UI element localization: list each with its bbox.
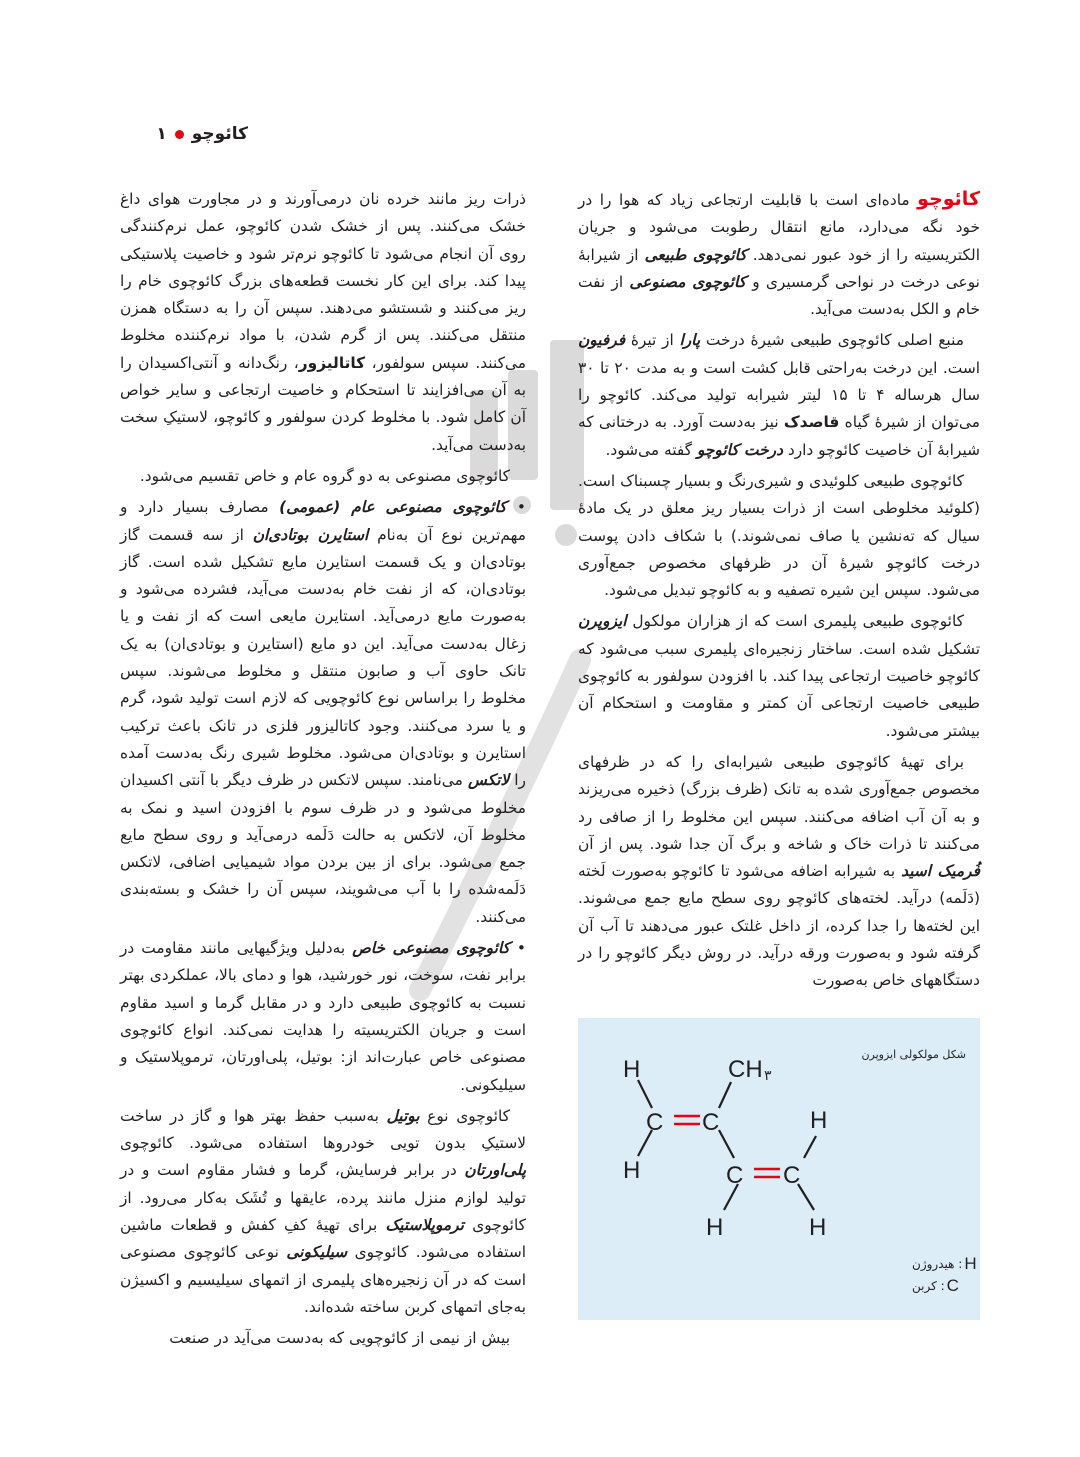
paragraph bbox=[578, 186, 980, 323]
paragraph: کائوچوی طبیعی کلوئیدی و شیری‌رنگ و بسیار چسبناک است. (کلوئید مخلوطی است از ذرات بسیار ریز معلق در یک مادهٔ سیال که ته‌نشین یا صاف نمی‌شوند.) با شکاف دادن پوست درخت کائوچو شیرهٔ آن در ظرفهای مخصوص جمع‌آوری می‌شود. سپس این شیره تصفیه و به کائوچو تبدیل می‌شود. bbox=[578, 471, 980, 600]
text: برای تهیهٔ کفِ کفش و قطعات ماشین استفاده می‌شود. کائوچوی bbox=[120, 1215, 526, 1262]
keyword: کائوچوی مصنوعی عام (عمومی) bbox=[279, 498, 507, 517]
legend-item-hydrogen bbox=[912, 1254, 977, 1274]
legend-symbol: H bbox=[964, 1254, 977, 1273]
text: به‌دلیل ویژگیهایی مانند مقاومت در برابر نفت، سوخت، نور خورشید، هوا و دمای بالا، عملکردی بهتر نسبت به کائوچوی طبیعی دارد و در مقابل گرما و اسید مقاوم است و جریان الکتریسیته را هدایت نمی‌کند. انواع کائوچوی مصنوعی خاص عبارت‌اند از: بوتیل، پلی‌اورتان، ترموپلاستیک و سیلیکونی. bbox=[120, 939, 526, 1094]
text: از نفت خام و الکل به‌دست می‌آید. bbox=[578, 272, 980, 319]
bond-single bbox=[719, 1130, 734, 1158]
atom-h: H bbox=[706, 1214, 724, 1241]
keyword: فُرمیک اسید bbox=[901, 862, 980, 881]
page-header bbox=[118, 122, 248, 146]
paragraph bbox=[120, 1103, 526, 1321]
atom-h: H bbox=[810, 1107, 828, 1134]
paragraph: • کائوچوی مصنوعی عام (عمومی) مصارف بسیار دارد و مهم‌ترین نوع آن به‌نام استایرن بوتادی‌ان از سه قسمت گاز بوتادی‌ان و یک قسمت استایرن مایع تشکیل شده است. گاز بوتادی‌ان، که از نفت خام به‌دست می‌آید، فشرده می‌شود و به‌صورت مایع درمی‌آید. استایرن مایعی است که از نفت و یا زغال به‌دست می‌آید. این دو مایع (استایرن و بوتادی‌ان) به یک تانک حاوی آب و صابون منتقل و مخلوط می‌شوند. سپس مخلوط را براساس نوع کائوچویی که لازم است تولید شود، گرم و یا سرد می‌کنند. وجود کاتالیزور فلزی در تانک باعث ترکیب استایرن و بوتادی‌ان می‌شود. مخلوط شیری رنگ به‌دست آمده را لاتکس می‌نامند. سپس لاتکس در ظرف دیگر با آنتی اکسیدان مخلوط می‌شود و در ظرف سوم با افزودن اسید و نمک به مخلوط آن، لاتکس به حالت دَلَمه درمی‌آید و روی سطح مایع جمع می‌شود. برای از بین بردن مواد شیمیایی اضافی، لاتکس دَلَمه‌شده را با آب می‌شویند، سپس آن را خشک و بسته‌بندی می‌کنند. bbox=[120, 498, 526, 926]
keyword: کائوچوی مصنوعی خاص bbox=[352, 939, 510, 958]
text: کائوچوی نوع bbox=[427, 1106, 510, 1125]
keyword: قاصدک bbox=[783, 413, 840, 432]
chapter-title: کائوچو bbox=[191, 124, 248, 144]
text: کائوچوی طبیعی پلیمری است که از هزاران مولکول bbox=[632, 612, 964, 631]
right-column bbox=[578, 186, 980, 999]
text: می‌نامند. سپس لاتکس در ظرف دیگر با آنتی اکسیدان مخلوط می‌شود و در ظرف سوم با افزودن اسید و نمک به مخلوط آن، لاتکس به حالت دَلَمه درمی‌آید و روی سطح مایع جمع می‌شود. برای از بین بردن مواد شیمیایی اضافی، لاتکس دَلَمه‌شده را با آب می‌شویند، سپس آن را خشک و بسته‌بندی می‌کنند. bbox=[120, 771, 526, 926]
bond-single bbox=[638, 1080, 652, 1108]
atom-c: C bbox=[726, 1162, 744, 1189]
keyword: پلی‌اورتان bbox=[464, 1161, 526, 1180]
paragraph: کائوچوی مصنوعی به دو گروه عام و خاص تقسیم می‌شود. bbox=[139, 466, 510, 485]
bond-single bbox=[719, 1082, 731, 1108]
atom-c: C bbox=[702, 1109, 720, 1136]
keyword: سیلیکونی bbox=[286, 1243, 348, 1262]
keyword: کاتالیزور bbox=[298, 353, 366, 372]
paragraph: • کائوچوی مصنوعی خاص به‌دلیل ویژگیهایی مانند مقاومت در برابر نفت، سوخت، نور خورشید، هوا و دمای بالا، عملکردی بهتر نسبت به کائوچوی طبیعی دارد و در مقابل گرما و اسید مقاوم است و جریان الکتریسیته را هدایت نمی‌کند. انواع کائوچوی مصنوعی خاص عبارت‌اند از: بوتیل، پلی‌اورتان، ترموپلاستیک و سیلیکونی. bbox=[120, 939, 526, 1094]
keyword: استایرن بوتادی‌ان bbox=[252, 525, 369, 544]
keyword: کائوچوی طبیعی bbox=[644, 245, 747, 264]
page-number: ۱ bbox=[156, 124, 167, 144]
isoprene-figure bbox=[578, 1018, 980, 1320]
entry-term: کائوچو bbox=[917, 188, 980, 210]
paragraph: بیش از نیمی از کائوچویی که به‌دست می‌آید در صنعت bbox=[169, 1329, 510, 1348]
paragraph bbox=[578, 608, 980, 744]
text: مصارف بسیار دارد و مهم‌ترین نوع آن به‌نام bbox=[120, 498, 526, 544]
text: از سه قسمت گاز بوتادی‌ان و یک قسمت استایرن مایع تشکیل شده است. گاز بوتادی‌ان، که از نفت خام به‌دست می‌آید، فشرده می‌شود و به‌صورت مایع درمی‌آید. استایرن مایعی است که از نفت و یا زغال به‌دست می‌آید. این دو مایع (استایرن و بوتادی‌ان) به یک تانک حاوی آب و صابون منتقل و مخلوط می‌شوند. سپس مخلوط را براساس نوع کائوچویی که لازم است تولید شود، گرم و یا سرد می‌کنند. وجود کاتالیزور فلزی در تانک باعث ترکیب استایرن و بوتادی‌ان می‌شود. مخلوط شیری رنگ به‌دست آمده را bbox=[120, 525, 526, 790]
figure-caption: شکل مولکولی ایزوپرن bbox=[861, 1048, 966, 1061]
left-column bbox=[120, 186, 526, 1356]
text: به‌سبب حفظ بهتر هوا و گاز در ساخت لاستیکِ بدون تویی خودروها استفاده می‌شود. کائوچوی bbox=[120, 1106, 526, 1153]
keyword: پارا bbox=[679, 331, 701, 350]
header-dot bbox=[175, 130, 184, 139]
atom-c: C bbox=[783, 1162, 801, 1189]
paragraph bbox=[578, 327, 980, 463]
atom-c: C bbox=[646, 1109, 664, 1136]
paragraph bbox=[120, 186, 526, 459]
text: به شیرابه اضافه می‌شود تا کائوچو به‌صورت لَخته (دَلَمه) درآید. لخته‌های کائوچو روی سطح مایع جمع می‌شوند. این لخته‌ها را جدا کرده، از داخل غلتک عبور می‌دهند تا آب آن گرفته شود و به‌صورت ورقه درآید. در روش دیگر کائوچو را در دستگاههای خاص به‌صورت bbox=[578, 862, 980, 990]
legend-item-carbon bbox=[912, 1276, 959, 1296]
atom-h: H bbox=[809, 1214, 827, 1241]
text: از تیرهٔ bbox=[630, 331, 674, 350]
text: برای تهیهٔ کائوچوی طبیعی شیرابه‌ای را که در ظرفهای مخصوص جمع‌آوری شده به تانک (ظرف بزرگ) ذخیره می‌ریزند و به آن آب اضافه می‌کنند. سپس این مخلوط را از صافی رد می‌کنند تا ذرات خاک و شاخه و برگ آن جدا شود. پس از آن bbox=[578, 752, 980, 853]
text: ، رنگ‌دانه و آنتی‌اکسیدان را به آن می‌افزایند تا استحکام و خاصیت ارتجاعی و سایر خواص آن کامل شود. با مخلوط کردن سولفور و کائوچو، لاستیکِ سخت به‌دست می‌آید. bbox=[120, 353, 526, 454]
legend-label: : کربن bbox=[912, 1279, 945, 1293]
atom-ch3: CH bbox=[728, 1056, 763, 1083]
keyword: ایزوپرن bbox=[578, 612, 627, 631]
text: تشکیل شده است. ساختار زنجیره‌ای پلیمری سبب می‌شود که کائوچو خاصیت ارتجاعی پیدا کند. با افزودن سولفور به کائوچوی طبیعی خاصیت ارتجاعی آن کمتر و مقاومت و استحکام آن بیشتر می‌شود. bbox=[578, 639, 980, 740]
paragraph bbox=[578, 749, 980, 995]
atom-ch3-subscript: ۳ bbox=[764, 1067, 772, 1083]
keyword: بوتیل bbox=[386, 1106, 420, 1125]
isoprene-structure bbox=[578, 1018, 980, 1320]
atom-h: H bbox=[623, 1056, 641, 1083]
keyword: فرفیون bbox=[578, 331, 626, 350]
keyword: لاتکس bbox=[467, 771, 510, 790]
text: نیز به‌دست آورد. به درختانی که شیرابهٔ آن خاصیت کائوچو دارد bbox=[578, 413, 980, 459]
text: در برابر فرسایش، گرما و فشار مقاوم است و در تولید لوازم منزل مانند پرده، عایقها و تُشَک به‌کار می‌رود. از کائوچوی bbox=[120, 1161, 526, 1234]
text: ذرات ریز مانند خرده نان درمی‌آورند و در مجاورت هوای داغ خشک می‌کنند. پس از خشک شدن کائوچو، عمل نرم‌کنندگی روی آن انجام می‌شود تا کائوچو نرم‌تر شود و خاصیت پلاستیکی پیدا کند. برای این کار نخست قطعه‌های بزرگ کائوچوی خام را ریز می‌کنند و شستشو می‌دهند. سپس آن را به دستگاه همزن منتقل می‌کنند. پس از گرم شدن، با مواد نرم‌کننده مخلوط می‌کنند. سپس سولفور، bbox=[120, 190, 526, 372]
bond-single bbox=[804, 1136, 816, 1158]
atom-h: H bbox=[623, 1157, 641, 1184]
keyword: کائوچوی مصنوعی bbox=[629, 272, 746, 291]
bond-single bbox=[798, 1184, 814, 1210]
text: است. این درخت به‌راحتی قابل کشت است و به مدت ۲۰ تا ۳۰ سال هرساله ۴ تا ۱۵ لیتر شیرابه تولید می‌کند. کائوچو را می‌توان از شیرهٔ گیاه bbox=[578, 358, 980, 432]
text: نوعی کائوچوی مصنوعی است که در آن زنجیره‌های پلیمری از اتمهای سیلیسیم و اکسیژن به‌جای اتمهای کربن ساخته شده‌اند. bbox=[120, 1243, 526, 1316]
text: ماده‌ای است با قابلیت ارتجاعی زیاد که هوا را در خود نگه می‌دارد، مانع انتقال رطوبت می‌شود و جریان الکتریسیته را از خود عبور نمی‌دهد. bbox=[578, 191, 980, 264]
text: از شیرابهٔ نوعی درخت در نواحی گرمسیری و bbox=[578, 245, 980, 291]
text: گفته می‌شود. bbox=[605, 440, 693, 459]
keyword: درخت کائوچو bbox=[696, 440, 783, 459]
text: منبع اصلی کائوچوی طبیعی شیرهٔ درخت bbox=[705, 331, 964, 350]
legend-symbol: C bbox=[946, 1276, 959, 1295]
legend-label: : هیدروژن bbox=[912, 1257, 963, 1271]
keyword: ترموپلاستیک bbox=[385, 1215, 464, 1234]
